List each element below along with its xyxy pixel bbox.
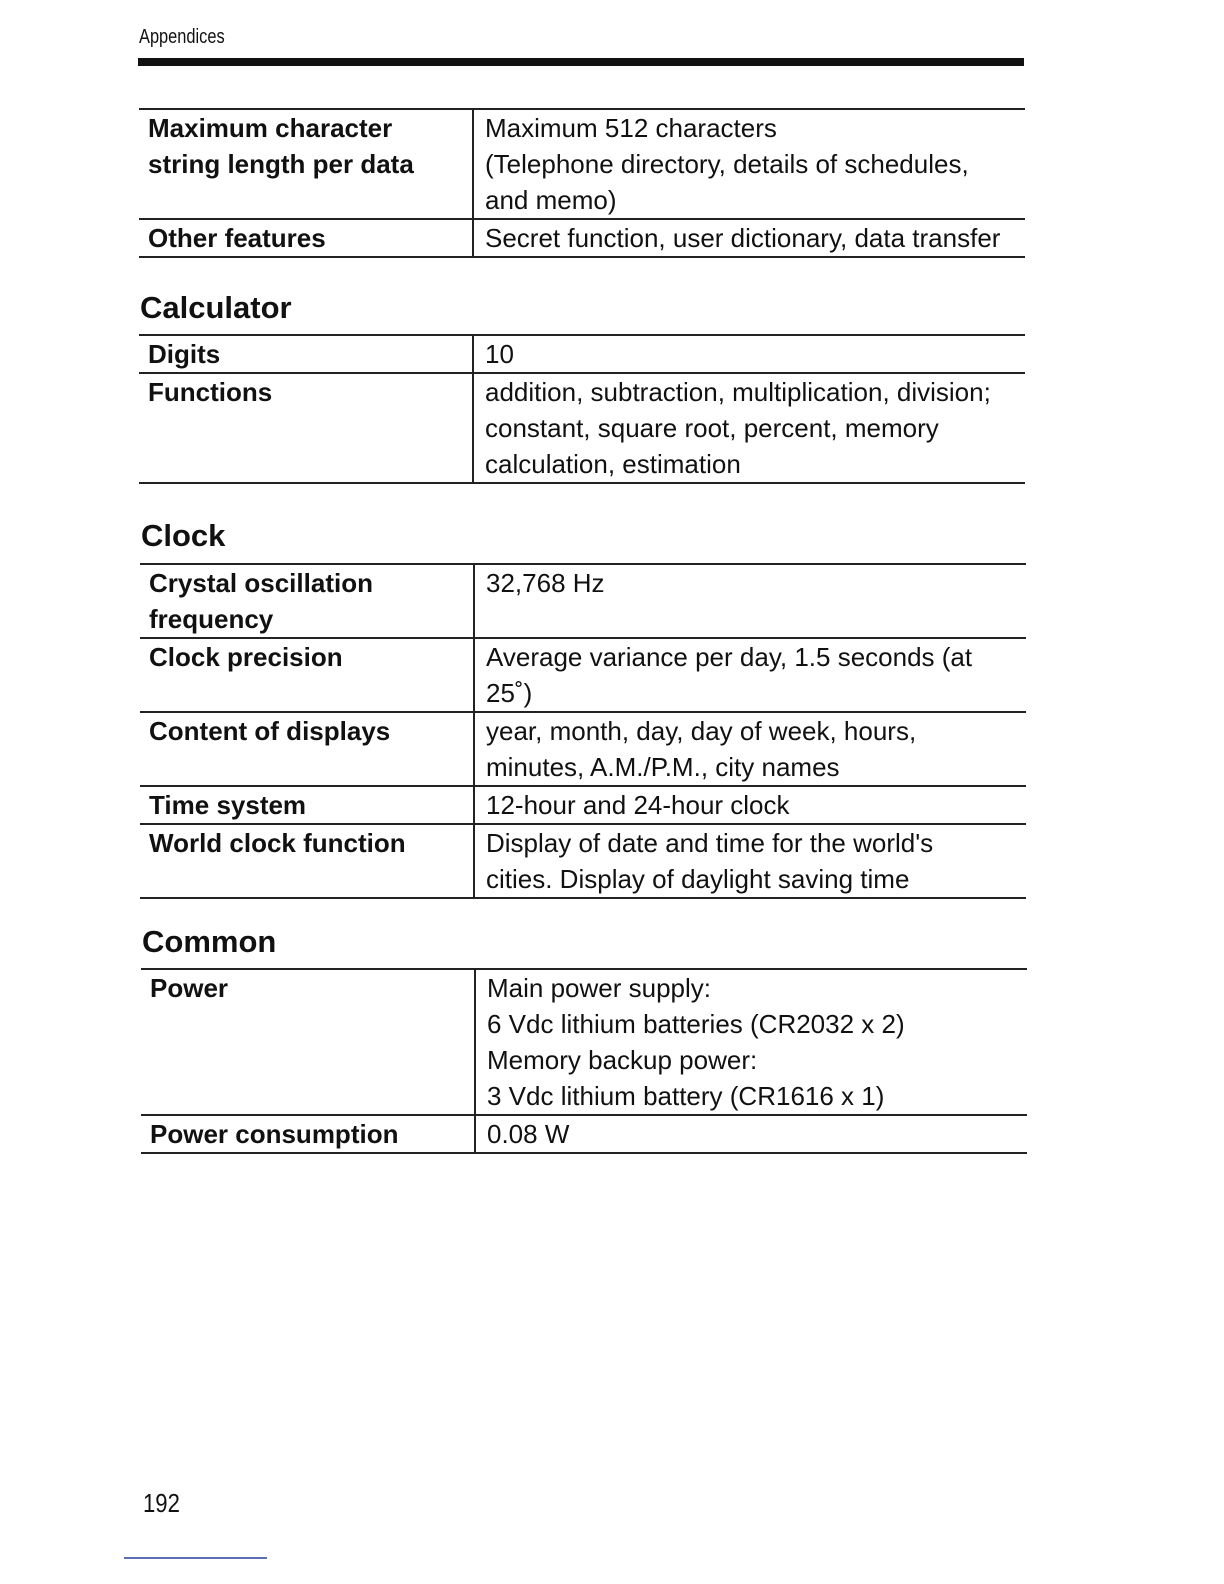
table-row <box>141 1115 1027 1153</box>
row-label: Other features <box>139 219 473 257</box>
value-line: addition, subtraction, multiplication, division; <box>485 377 991 407</box>
value-line: Maximum 512 characters <box>485 113 777 143</box>
page-number: 192 <box>143 1488 180 1518</box>
row-value <box>475 1115 1027 1153</box>
value-line: Display of date and time for the world's <box>486 828 934 858</box>
row-label: Power consumption <box>141 1115 475 1153</box>
row-value <box>473 219 1025 257</box>
value-line: 25˚) <box>486 678 533 708</box>
running-header: Appendices <box>139 26 225 48</box>
value-line: 32,768 Hz <box>486 568 605 598</box>
row-label: Maximum character string length per data <box>139 109 473 219</box>
row-label: Functions <box>139 373 473 483</box>
value-line: (Telephone directory, details of schedules, <box>485 149 969 179</box>
row-label: Power <box>141 969 475 1115</box>
footer-rule <box>124 1557 267 1559</box>
row-value <box>474 564 1026 638</box>
value-line: 6 Vdc lithium batteries (CR2032 x 2) <box>487 1009 905 1039</box>
row-value <box>474 712 1026 786</box>
value-line: calculation, estimation <box>485 449 741 479</box>
table-row <box>140 824 1026 898</box>
table-row <box>140 786 1026 824</box>
value-line: constant, square root, percent, memory <box>485 413 939 443</box>
table-row <box>140 564 1026 638</box>
section-title-calculator: Calculator <box>140 290 292 325</box>
row-value <box>474 638 1026 712</box>
row-value <box>473 373 1025 483</box>
row-label: Content of displays <box>140 712 474 786</box>
value-line: Main power supply: <box>487 973 711 1003</box>
row-value <box>475 969 1027 1115</box>
value-line: Average variance per day, 1.5 seconds (at <box>486 642 973 672</box>
clock-spec-table <box>140 563 1026 899</box>
row-label: Crystal oscillation frequency <box>140 564 474 638</box>
value-line: year, month, day, day of week, hours, <box>486 716 917 746</box>
header-rule <box>138 58 1024 66</box>
row-label: Time system <box>140 786 474 824</box>
value-line: 0.08 W <box>487 1119 570 1149</box>
general-spec-table <box>139 108 1025 258</box>
value-line: 12-hour and 24-hour clock <box>486 790 790 820</box>
table-row <box>139 373 1025 483</box>
table-row <box>140 712 1026 786</box>
calculator-spec-table <box>139 334 1025 484</box>
row-label: World clock function <box>140 824 474 898</box>
table-row <box>139 219 1025 257</box>
value-line: 10 <box>485 339 514 369</box>
row-label: Clock precision <box>140 638 474 712</box>
row-value <box>473 109 1025 219</box>
row-value <box>474 824 1026 898</box>
value-line: 3 Vdc lithium battery (CR1616 x 1) <box>487 1081 885 1111</box>
row-value <box>474 786 1026 824</box>
value-line: minutes, A.M./P.M., city names <box>486 752 840 782</box>
table-row <box>139 335 1025 373</box>
value-line: Memory backup power: <box>487 1045 758 1075</box>
section-title-common: Common <box>142 924 277 959</box>
value-line: cities. Display of daylight saving time <box>486 864 910 894</box>
section-title-clock: Clock <box>141 518 226 553</box>
row-value <box>473 335 1025 373</box>
value-line: Secret function, user dictionary, data transfer <box>485 223 1001 253</box>
common-spec-table <box>141 968 1027 1154</box>
table-row <box>140 638 1026 712</box>
value-line: and memo) <box>485 185 617 215</box>
row-label: Digits <box>139 335 473 373</box>
table-row <box>139 109 1025 219</box>
table-row <box>141 969 1027 1115</box>
